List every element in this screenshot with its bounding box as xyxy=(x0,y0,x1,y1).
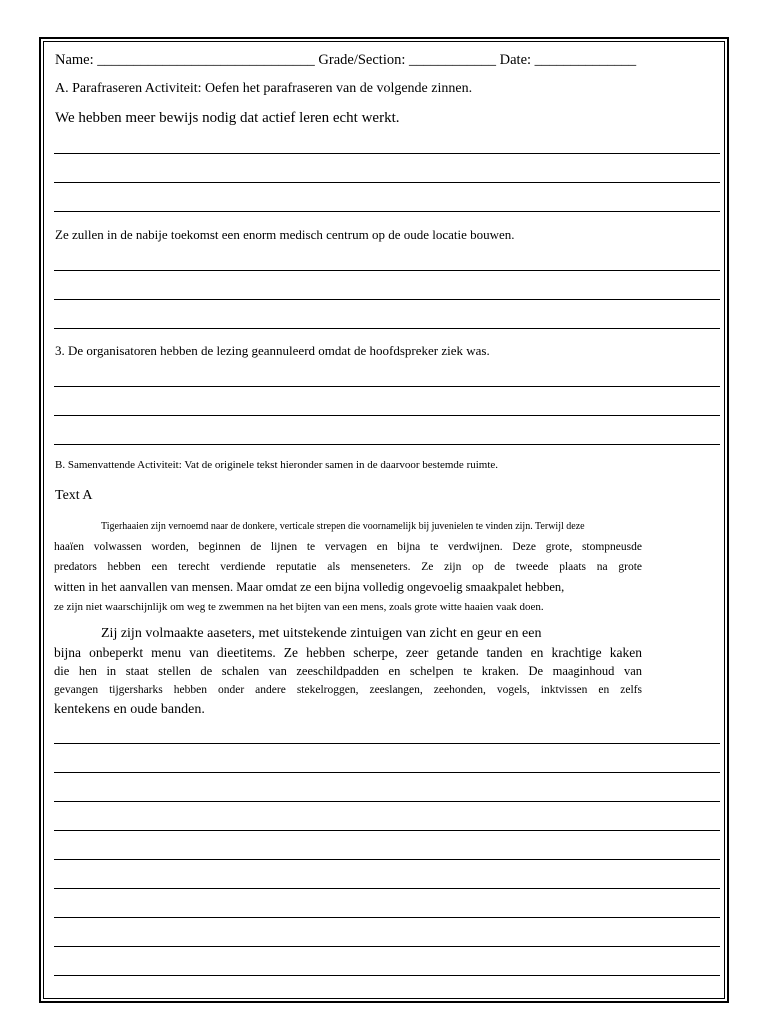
answer-line[interactable] xyxy=(54,182,720,183)
summary-line[interactable] xyxy=(54,859,720,860)
date-label: Date: xyxy=(499,52,532,68)
section-a-heading: A. Parafraseren Activiteit: Oefen het parafraseren van de volgende zinnen. xyxy=(55,81,473,96)
answer-line[interactable] xyxy=(54,211,720,212)
answer-line[interactable] xyxy=(54,444,720,445)
paraphrase-sentence-3: 3. De organisatoren hebben de lezing geannuleerd omdat de hoofdspreker ziek was. xyxy=(55,343,490,358)
text-a-paragraph-1 xyxy=(54,517,642,617)
answer-line[interactable] xyxy=(54,386,720,387)
answer-line[interactable] xyxy=(54,415,720,416)
paragraph-line: witten in het aanvallen van mensen. Maar omdat ze een bijna volledig ongevoelig smaakpalet hebben, xyxy=(54,580,565,594)
name-label: Name: xyxy=(55,52,94,68)
grade-field[interactable]: ____________ xyxy=(409,52,497,68)
header-row xyxy=(55,53,636,68)
paragraph-line: ze zijn niet waarschijnlijk om weg te zwemmen na het bijten van een mens, zoals grote witte haaien vaak doen. xyxy=(54,601,544,613)
summary-line[interactable] xyxy=(54,888,720,889)
answer-line[interactable] xyxy=(54,153,720,154)
paragraph-line: predators hebben een terecht verdiende reputatie als menseneters. Ze zijn op de tweede plaats na grote xyxy=(54,561,642,573)
name-field[interactable]: ______________________________ xyxy=(97,52,315,68)
paraphrase-sentence-2: Ze zullen in de nabije toekomst een enorm medisch centrum op de oude locatie bouwen. xyxy=(55,227,515,242)
grade-label: Grade/Section: xyxy=(318,52,406,68)
answer-line[interactable] xyxy=(54,299,720,300)
summary-line[interactable] xyxy=(54,743,720,744)
paraphrase-sentence-1: We hebben meer bewijs nodig dat actief leren echt werkt. xyxy=(55,110,400,126)
paragraph-line: bijna onbeperkt menu van dieetitems. Ze hebben scherpe, zeer getande tanden en krachtige kaken xyxy=(54,645,642,660)
summary-line[interactable] xyxy=(54,772,720,773)
summary-line[interactable] xyxy=(54,917,720,918)
answer-line[interactable] xyxy=(54,270,720,271)
paragraph-line: kentekens en oude banden. xyxy=(54,702,205,717)
section-b-heading: B. Samenvattende Activiteit: Vat de originele tekst hieronder samen in de daarvoor bestemde ruimte. xyxy=(55,459,499,471)
text-a-paragraph-2 xyxy=(54,624,642,719)
paragraph-line: haaïen volwassen worden, beginnen de lijnen te vervagen en bijna te verdwijnen. Deze grote, stompneusde xyxy=(54,541,642,553)
paragraph-line: die hen in staat stellen de schalen van zeeschildpadden en schelpen te kraken. De maaginhoud van xyxy=(54,664,642,678)
paragraph-line: gevangen tijgersharks hebben onder andere stekelroggen, zeeslangen, zeehonden, vogels, inktvissen en zelfs xyxy=(54,684,642,696)
summary-line[interactable] xyxy=(54,946,720,947)
summary-line[interactable] xyxy=(54,801,720,802)
date-field[interactable]: ______________ xyxy=(534,52,637,68)
text-a-title: Text A xyxy=(55,488,93,503)
paragraph-line: Tigerhaaien zijn vernoemd naar de donkere, verticale strepen die voornamelijk bij juvenielen te vinden zijn. Terwijl deze xyxy=(101,521,585,532)
summary-line[interactable] xyxy=(54,975,720,976)
paragraph-line: Zij zijn volmaakte aaseters, met uitstekende zintuigen van zicht en geur en een xyxy=(101,626,542,641)
summary-line[interactable] xyxy=(54,830,720,831)
answer-line[interactable] xyxy=(54,328,720,329)
